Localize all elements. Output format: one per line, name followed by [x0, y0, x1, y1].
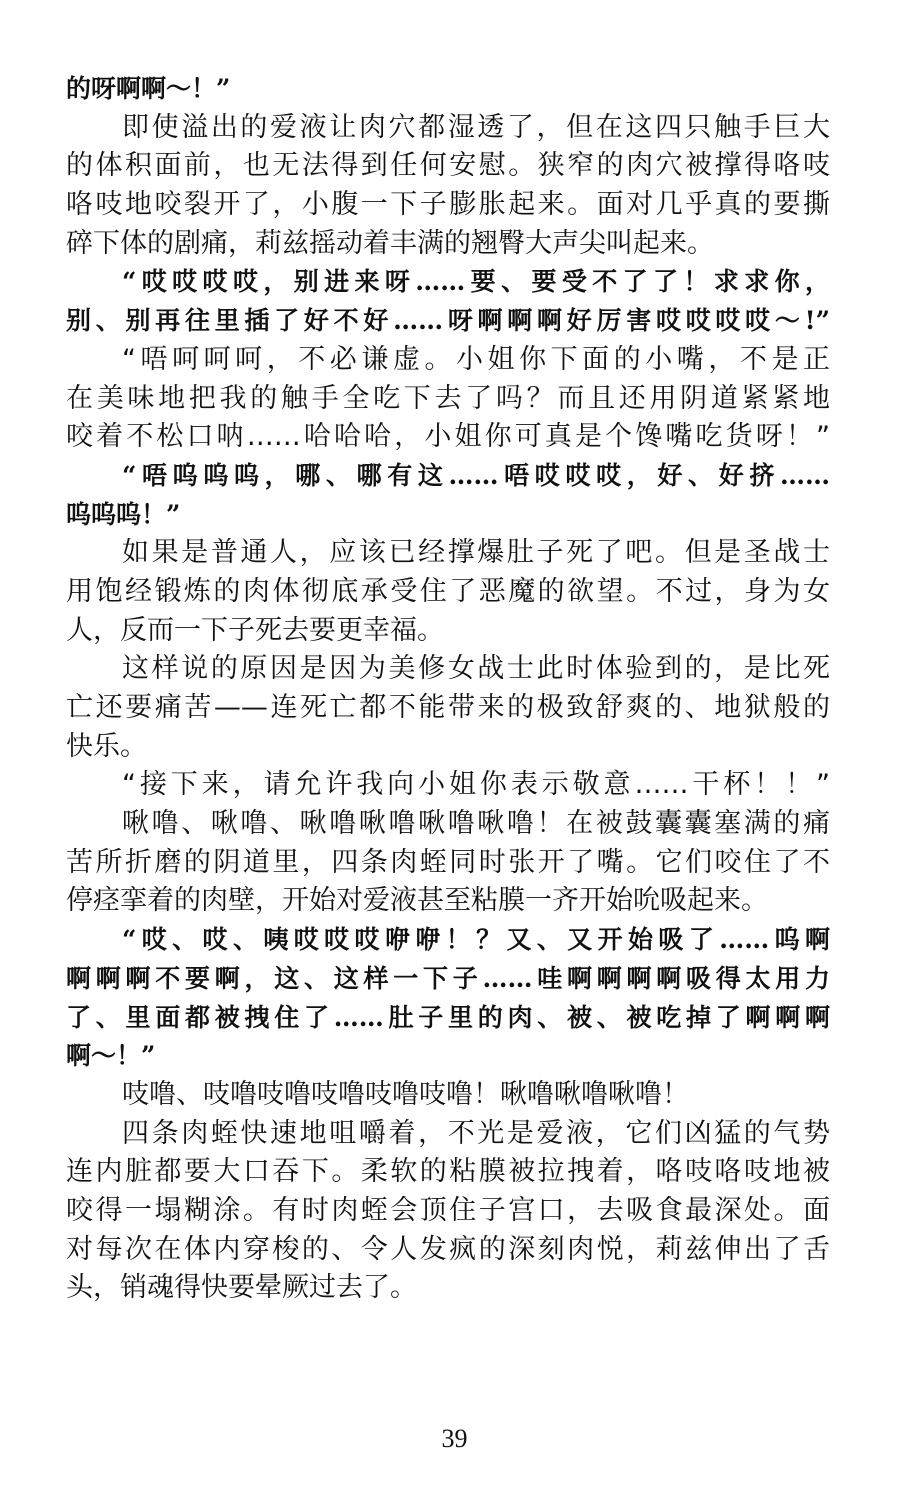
text-line: 头，销魂得快要晕厥过去了。	[66, 1272, 417, 1304]
text-line: 啊～！”	[66, 1041, 156, 1071]
text-line: 碎下体的剧痛，莉兹摇动着丰满的翘臀大声尖叫起来。	[66, 227, 714, 259]
text-line: 啊啊啊不要啊，这、这样一下子……哇啊啊啊啊吸得太用力	[66, 963, 830, 993]
text-line: 咬得一塌糊涂。有时肉蛭会顶住子宫口，去吸食最深处。面	[66, 1194, 830, 1226]
text-line: “接下来，请允许我向小姐你表示敬意……干杯！！”	[122, 769, 830, 801]
text-line: “唔呵呵呵，不必谦虚。小姐你下面的小嘴，不是正	[122, 343, 830, 375]
text-line: 快乐。	[66, 730, 147, 762]
text-line: 咬着不松口呐……哈哈哈，小姐你可真是个馋嘴吃货呀！”	[66, 421, 830, 453]
text-line: 用饱经锻炼的肉体彻底承受住了恶魔的欲望。不过，身为女	[66, 575, 830, 607]
text-line: 这样说的原因是因为美修女战士此时体验到的，是比死	[122, 653, 830, 685]
text-line: 人，反而一下子死去要更幸福。	[66, 614, 444, 646]
text-line: 亡还要痛苦——连死亡都不能带来的极致舒爽的、地狱般的	[66, 692, 830, 723]
text-line: 了、里面都被拽住了……肚子里的肉、被、被吃掉了啊啊啊	[66, 1002, 830, 1032]
page-number: 39	[441, 1424, 468, 1453]
text-line: 连内脏都要大口吞下。柔软的粘膜被拉拽着，咯吱咯吱地被	[66, 1156, 830, 1188]
text-line: 的体积面前，也无法得到任何安慰。狭窄的肉穴被撑得咯吱	[66, 150, 830, 182]
text-line: 在美味地把我的触手全吃下去了吗？而且还用阴道紧紧地	[66, 382, 830, 414]
text-line: 即使溢出的爱液让肉穴都湿透了，但在这四只触手巨大	[122, 111, 830, 143]
text-line: 对每次在体内穿梭的、令人发疯的深刻肉悦，莉兹伸出了舌	[66, 1233, 830, 1265]
text-line: 呜呜呜！”	[66, 499, 181, 529]
text-line: 四条肉蛭快速地咀嚼着，不光是爱液，它们凶猛的气势	[122, 1117, 830, 1149]
text-line: 停痉挛着的肉壁，开始对爱液甚至粘膜一齐开始吮吸起来。	[66, 885, 768, 917]
text-line: “哎哎哎哎，别进来呀……要、要受不了了！求求你，	[122, 267, 830, 297]
page-body	[66, 70, 830, 1308]
text-line: 咯吱地咬裂开了，小腹一下子膨胀起来。面对几乎真的要撕	[66, 189, 830, 221]
text-line: 苦所折磨的阴道里，四条肉蛭同时张开了嘴。它们咬住了不	[66, 846, 830, 878]
text-line: “唔呜呜呜，哪、哪有这……唔哎哎哎，好、好挤……	[122, 460, 830, 490]
text-line: 别、别再往里插了好不好……呀啊啊啊好厉害哎哎哎哎～!”	[66, 306, 830, 336]
text-line: “哎、哎、咦哎哎哎咿咿！？又、又开始吸了……呜啊	[122, 925, 830, 955]
text-line: 的呀啊啊～！”	[66, 74, 231, 103]
text-line: 啾噜、啾噜、啾噜啾噜啾噜啾噜！在被鼓囊囊塞满的痛	[122, 808, 830, 840]
text-line: 如果是普通人，应该已经撑爆肚子死了吧。但是圣战士	[122, 537, 830, 569]
text-line: 吱噜、吱噜吱噜吱噜吱噜吱噜！啾噜啾噜啾噜！	[122, 1078, 689, 1110]
